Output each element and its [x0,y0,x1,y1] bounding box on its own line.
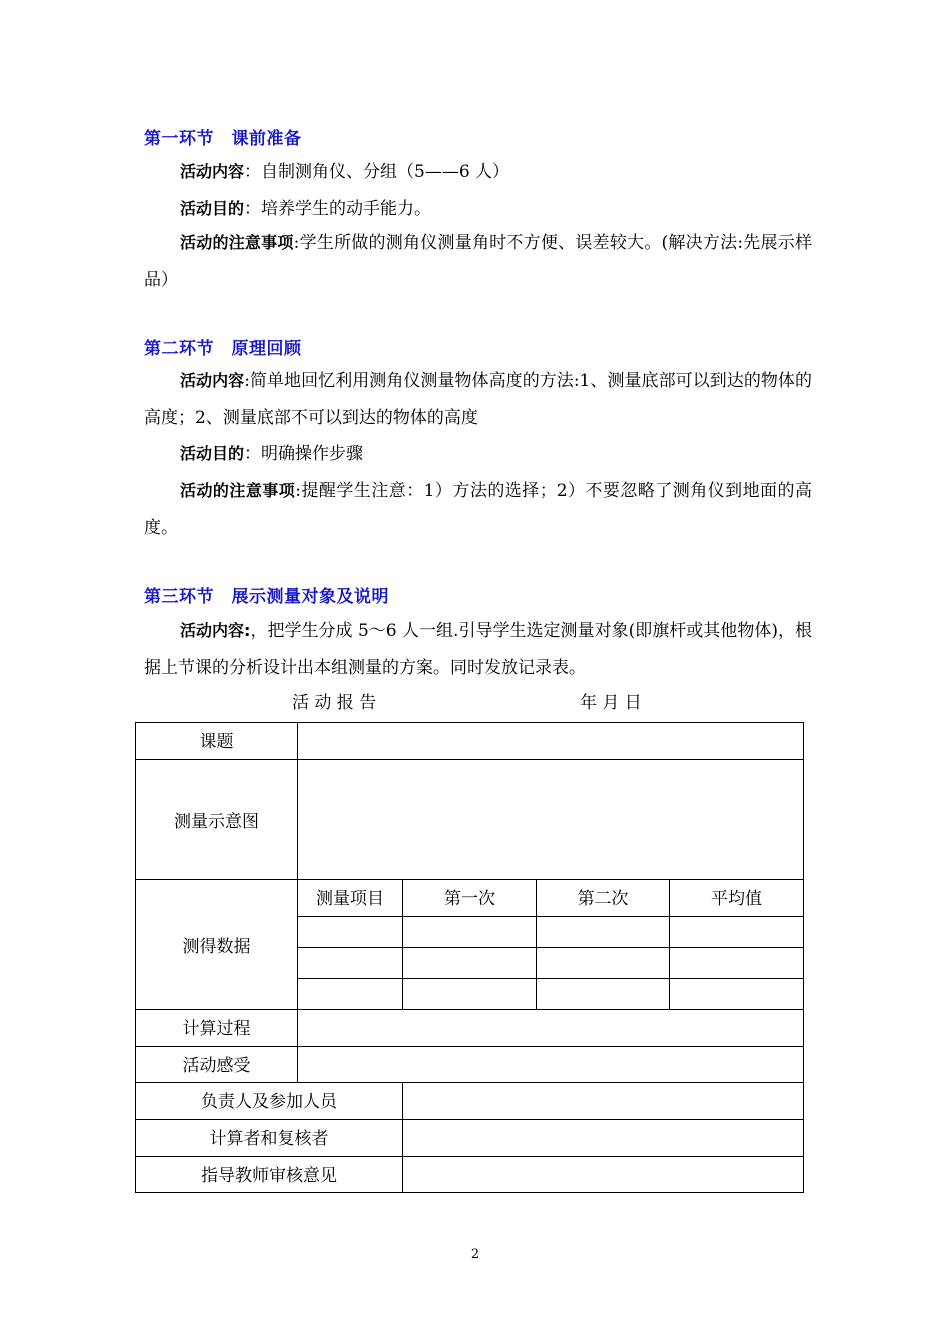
topic-label: 课题 [199,732,234,752]
diagram-label: 测量示意图 [174,812,259,832]
section-1-goal-label: 活动目的 [180,199,245,218]
data-header-item-label: 测量项目 [316,889,384,909]
feeling-label-cell [135,1046,298,1083]
section-2-heading: 第二环节 原理回顾 [144,339,302,359]
feeling-label: 活动感受 [182,1056,251,1076]
section-2-note [144,472,812,547]
data-cell[interactable] [402,947,537,979]
section-1-goal-text: ：培养学生的动手能力。 [244,199,432,219]
section-2-note-text: :提醒学生注意：1）方法的选择；2）不要忽略了测角仪到地面的高度。 [144,481,812,538]
calc-label: 计算过程 [182,1019,251,1039]
section-3-content-label: 活动内容: [180,621,251,640]
data-cell[interactable] [669,916,804,948]
data-cell[interactable] [297,947,403,979]
section-3-content [144,612,812,687]
members-label-cell [135,1082,403,1120]
section-1-note-label: 活动的注意事项 [180,233,294,252]
data-header-first-label: 第一次 [444,889,495,909]
section-1-goal [144,190,812,228]
report-date: 年 月 日 [580,693,642,713]
data-header-second [536,879,670,917]
section-1-heading: 第一环节 课前准备 [144,129,302,149]
report-title: 活 动 报 告 [292,693,377,713]
feeling-field[interactable] [297,1046,804,1083]
teacher-label: 指导教师审核意见 [201,1166,337,1186]
teacher-field[interactable] [402,1156,804,1193]
data-header-item [297,879,403,917]
section-1-content [144,153,812,191]
section-2-note-label: 活动的注意事项 [180,481,296,500]
data-header-first [402,879,537,917]
members-field[interactable] [402,1082,804,1120]
checker-label: 计算者和复核者 [209,1129,329,1149]
calc-field[interactable] [297,1009,804,1047]
section-1-content-label: 活动内容 [180,162,245,181]
activity-report-form [135,722,804,1193]
topic-label-cell [135,722,298,760]
page-number: 2 [470,1247,480,1262]
section-1-content-text: ：自制测角仪、分组（5——6 人） [244,162,510,182]
diagram-field[interactable] [297,759,804,880]
data-cell[interactable] [297,916,403,948]
data-cell[interactable] [297,978,403,1010]
data-header-second-label: 第二次 [577,889,629,909]
section-2-content-label: 活动内容 [180,371,245,390]
data-header-average-label: 平均值 [711,889,762,909]
section-2-goal-label: 活动目的 [180,444,245,463]
data-cell[interactable] [402,916,537,948]
section-3-heading: 第三环节 展示测量对象及说明 [144,587,389,607]
data-cell[interactable] [536,978,670,1010]
section-1-note [144,224,812,299]
data-cell[interactable] [669,947,804,979]
data-cell[interactable] [669,978,804,1010]
data-cell[interactable] [536,916,670,948]
section-2-goal [144,435,812,473]
section-2-content [144,362,812,437]
checker-label-cell [135,1119,403,1157]
diagram-label-cell [135,759,298,880]
data-label: 测得数据 [182,937,251,957]
checker-field[interactable] [402,1119,804,1157]
members-label: 负责人及参加人员 [201,1092,337,1112]
topic-field[interactable] [297,722,804,760]
section-2-goal-text: ：明确操作步骤 [244,444,364,464]
section-1-note-text: :学生所做的测角仪测量角时不方便、误差较大。(解决方法:先展示样品） [144,233,812,290]
data-label-cell [135,879,298,1010]
teacher-label-cell [135,1156,403,1193]
calc-label-cell [135,1009,298,1047]
data-cell[interactable] [536,947,670,979]
data-header-average [669,879,804,917]
data-cell[interactable] [402,978,537,1010]
section-3-content-text: ，把学生分成 5～6 人一组.引导学生选定测量对象(即旗杆或其他物体)，根据上节课的分析设计出本组测量的方案。同时发放记录表。 [144,621,812,678]
section-2-content-text: :简单地回忆利用测角仪测量物体高度的方法:1、测量底部可以到达的物体的高度；2、测量底部不可以到达的物体的高度 [144,371,812,428]
